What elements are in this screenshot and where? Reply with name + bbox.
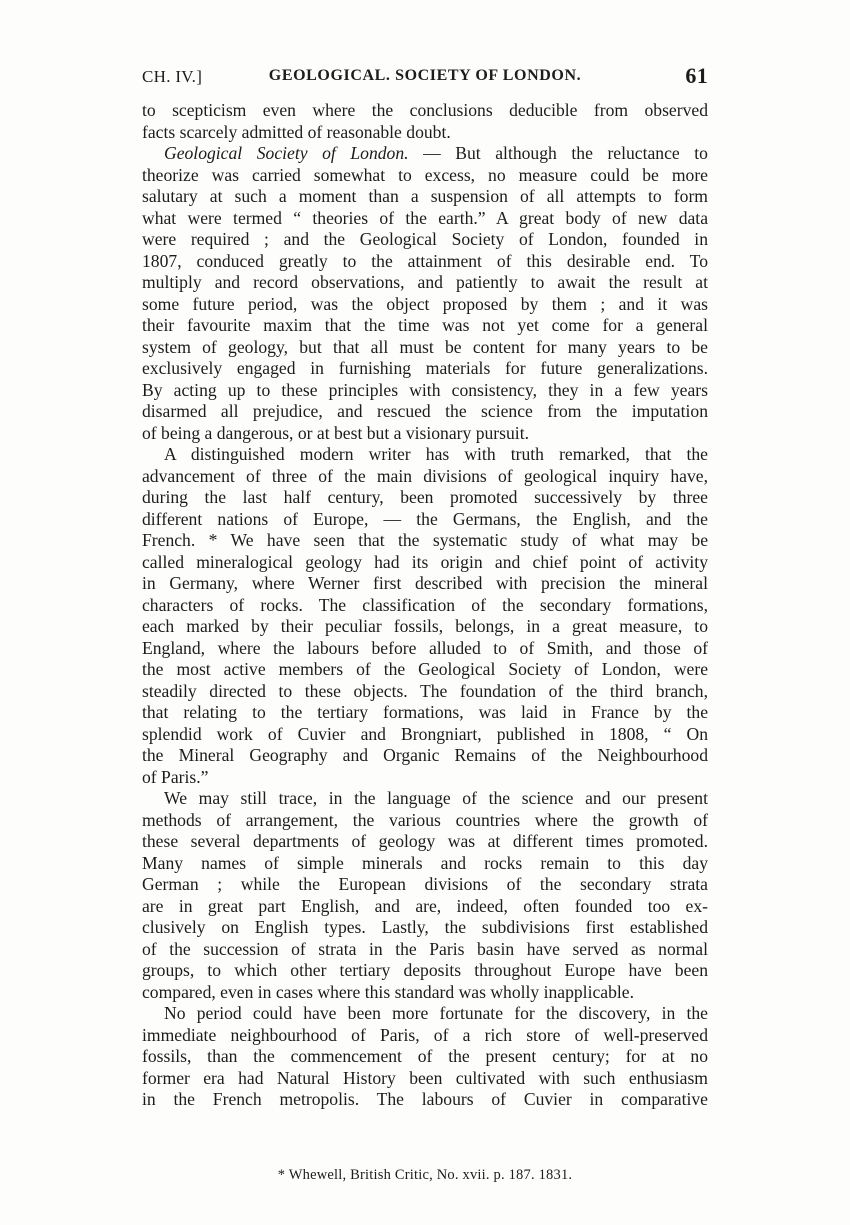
text-line: of being a dangerous, or at best but a visionary pursuit. xyxy=(142,422,529,443)
text-line: We may still trace, in the language of the science and our present xyxy=(164,788,708,808)
text-line: of the succession of strata in the Paris basin have served as normal xyxy=(142,938,708,959)
text-line: the most active members of the Geological Society of London, were xyxy=(142,659,708,679)
text-line: characters of rocks. The classification of the secondary formations, xyxy=(142,594,708,615)
body-text xyxy=(142,100,708,1111)
chapter-label: CH. IV.] xyxy=(142,67,203,86)
text-line: exclusively engaged in furnishing materials for future generalizations. xyxy=(142,358,708,378)
running-title: GEOLOGICAL. SOCIETY OF LONDON. xyxy=(268,67,582,84)
text-line: the Mineral Geography and Organic Remains of the Neighbourhood xyxy=(142,745,708,765)
text-line: fossils, than the commencement of the present century; for at no xyxy=(142,1046,708,1066)
text-line: called mineralogical geology had its origin and chief point of activity xyxy=(142,551,708,572)
text-line: A distinguished modern writer has with truth remarked, that the xyxy=(164,444,708,464)
text-line: former era had Natural History been cultivated with such enthusiasm xyxy=(142,1067,708,1088)
text-line: facts scarcely admitted of reasonable doubt. xyxy=(142,121,451,142)
text-line: system of geology, but that all must be content for many years to be xyxy=(142,336,708,357)
text-line: England, where the labours before alluded to of Smith, and those of xyxy=(142,637,708,658)
text-line: these several departments of geology was at different times promoted. xyxy=(142,831,708,851)
text-line xyxy=(142,143,708,165)
text-line: in the French metropolis. The labours of Cuvier in comparative xyxy=(142,1089,708,1109)
text-line: their favourite maxim that the time was not yet come for a general xyxy=(142,315,708,335)
text-line: compared, even in cases where this standard was wholly inapplicable. xyxy=(142,981,634,1002)
section-heading: Geological Society of London. xyxy=(164,143,409,163)
text-line: No period could have been more fortunate for the discovery, in the xyxy=(164,1003,708,1023)
footnote: * Whewell, British Critic, No. xvii. p. 187. 1831. xyxy=(277,1167,573,1183)
text-line: By acting up to these principles with consistency, they in a few years xyxy=(142,379,708,400)
text-line: of Paris.” xyxy=(142,766,209,787)
text-line: during the last half century, been promoted successively by three xyxy=(142,487,708,507)
text-line: disarmed all prejudice, and rescued the science from the imputation xyxy=(142,401,708,421)
text-line: French. * We have seen that the systematic study of what may be xyxy=(142,530,708,550)
text-line: in Germany, where Werner first described with precision the mineral xyxy=(142,573,708,593)
text-line: were required ; and the Geological Society of London, founded in xyxy=(142,229,708,249)
text-line: German ; while the European divisions of the secondary strata xyxy=(142,874,708,894)
page-number: 61 xyxy=(685,63,708,88)
text-line: some future period, was the object proposed by them ; and it was xyxy=(142,293,708,314)
text-line: splendid work of Cuvier and Brongniart, published in 1808, “ On xyxy=(142,723,708,744)
text-line: to scepticism even where the conclusions deducible from observed xyxy=(142,100,708,120)
text-line: that relating to the tertiary formations, was laid in France by the xyxy=(142,702,708,722)
text-line: what were termed “ theories of the earth.” A great body of new data xyxy=(142,207,708,228)
text-line: immediate neighbourhood of Paris, of a rich store of well-preserved xyxy=(142,1024,708,1045)
text-line: each marked by their peculiar fossils, belongs, in a great measure, to xyxy=(142,616,708,636)
text-line: clusively on English types. Lastly, the subdivisions first established xyxy=(142,917,708,937)
text-line: advancement of three of the main divisions of geological inquiry have, xyxy=(142,465,708,486)
text-line: multiply and record observations, and patiently to await the result at xyxy=(142,272,708,292)
line-text: — But although the reluctance to xyxy=(408,143,708,163)
text-line: steadily directed to these objects. The foundation of the third branch, xyxy=(142,680,708,701)
running-header xyxy=(142,63,708,91)
text-line: theorize was carried somewhat to excess, no measure could be more xyxy=(142,164,708,185)
text-line: methods of arrangement, the various countries where the growth of xyxy=(142,809,708,830)
text-line: Many names of simple minerals and rocks remain to this day xyxy=(142,852,708,873)
text-line: are in great part English, and are, indeed, often founded too ex- xyxy=(142,895,708,916)
text-line: 1807, conduced greatly to the attainment of this desirable end. To xyxy=(142,250,708,271)
text-line: salutary at such a moment than a suspension of all attempts to form xyxy=(142,186,708,206)
text-line: groups, to which other tertiary deposits throughout Europe have been xyxy=(142,960,708,980)
text-line: different nations of Europe, — the Germans, the English, and the xyxy=(142,508,708,529)
